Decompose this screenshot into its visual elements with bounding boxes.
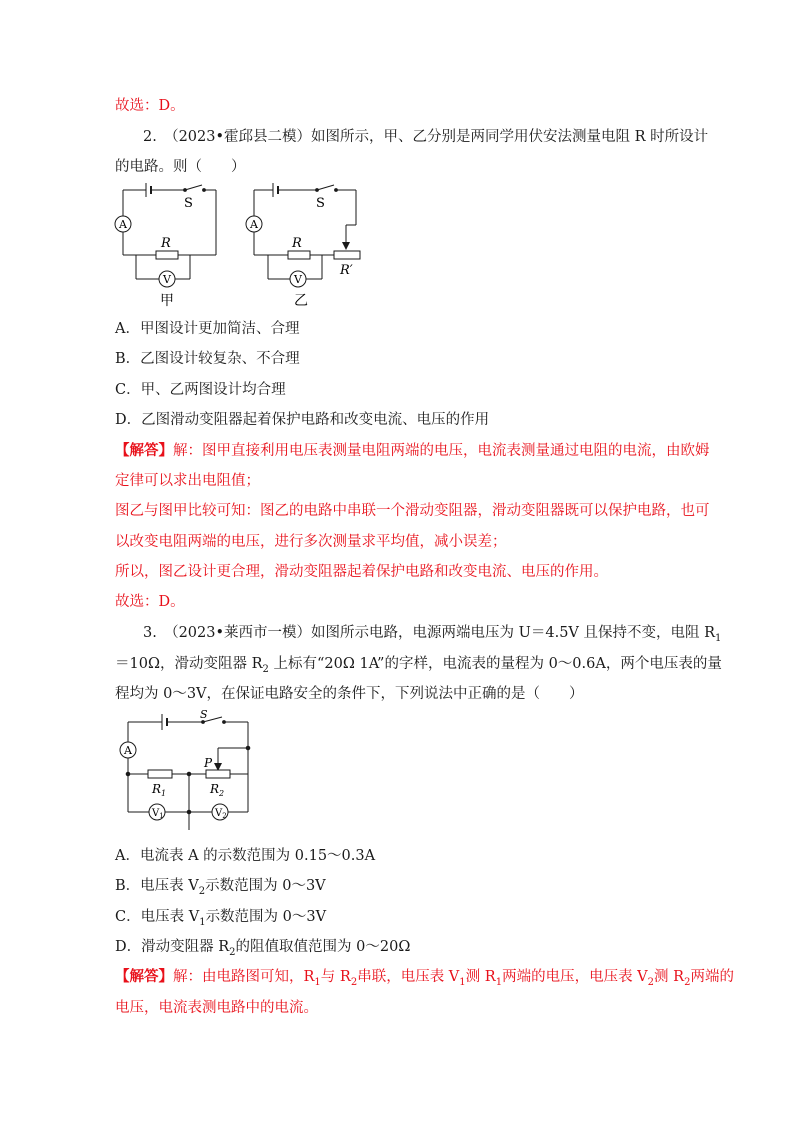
- q2-analysis-text1: 解：图甲直接利用电压表测量电阻两端的电压，电流表测量通过电阻的电流，由欧姆: [173, 443, 710, 459]
- q3-stem-line3: 程均为 0～3V，在保证电路安全的条件下，下列说法中正确的是（ ）: [115, 686, 584, 702]
- q2-fig1-ammeter-label: A: [119, 218, 127, 231]
- q3-analysis-line1: 【解答】解：由电路图可知，$R_1$与 $R_2$串联，电压表 $V_1$测 $R_1$两端的电压，电压表 $V_2$测 $R_2$两端的: [115, 968, 734, 988]
- q2-analysis-line2: 定律可以求出电阻值；: [115, 473, 260, 489]
- q2-analysis-line3: 图乙与图甲比较可知：图乙的电路中串联一个滑动变阻器，滑动变阻器既可以保护电路，也可: [115, 503, 710, 519]
- q3-option-b: B．电压表 $V_2$示数范围为 0～3V: [115, 878, 326, 897]
- q2-stem-line2: 的电路。则（ ）: [115, 159, 246, 175]
- q2-circuit-jia: [108, 180, 228, 310]
- q2-fig2-resistor-label: R: [292, 236, 302, 251]
- q2-analysis-tag: 【解答】: [115, 442, 173, 459]
- q3-stem-line1: 3. （2023•莱西市一模）如图所示电路，电源两端电压为 U＝4.5V 且保持不变，电阻 $R_1$: [143, 625, 722, 644]
- q2-fig1-caption: 甲: [160, 293, 174, 309]
- q2-fig1-voltmeter-label: V: [163, 273, 171, 286]
- prev-answer: 故选：D。: [115, 98, 185, 114]
- q3-fig-switch-label: S: [200, 708, 208, 721]
- q2-option-a: A．甲图设计更加简洁、合理: [115, 321, 300, 337]
- q2-fig2-switch-label: S: [316, 196, 325, 211]
- q2-fig2-ammeter-label: A: [250, 218, 258, 231]
- q3-option-d: D．滑动变阻器 $R_2$的阻值取值范围为 0～20Ω: [115, 939, 411, 958]
- q2-option-c: C．甲、乙两图设计均合理: [115, 382, 286, 398]
- q2-fig1-resistor-label: R: [161, 236, 171, 251]
- q2-analysis-line1: [115, 441, 710, 461]
- q3-analysis-line2: 电压，电流表测电路中的电流。: [115, 1000, 318, 1016]
- q2-answer: 故选：D。: [115, 594, 185, 610]
- q3-fig-v1-label: $V_1$: [152, 808, 164, 820]
- q2-circuit-yi: [240, 180, 370, 310]
- q3-option-a: A．电流表 A 的示数范围为 0.15～0.3A: [115, 848, 376, 864]
- q2-analysis-line5: 所以，图乙设计更合理，滑动变阻器起着保护电路和改变电流、电压的作用。: [115, 564, 608, 580]
- q2-fig2-voltmeter-label: V: [294, 273, 302, 286]
- q2-fig1-switch-label: S: [184, 196, 193, 211]
- q2-analysis-line4: 以改变电阻两端的电压，进行多次测量求平均值，减小误差；: [115, 534, 507, 550]
- q2-fig2-caption: 乙: [294, 293, 308, 309]
- q2-fig2-rheostat-label: R′: [340, 263, 353, 278]
- q3-fig-slider-label: P: [204, 756, 213, 770]
- q3-fig-ammeter-label: A: [124, 744, 132, 757]
- q3-fig-v2-label: $V_2$: [215, 808, 227, 820]
- q2-option-b: B．乙图设计较复杂、不合理: [115, 351, 300, 367]
- q3-fig-r1-label: $R_1$: [152, 782, 167, 798]
- q2-option-d: D．乙图滑动变阻器起着保护电路和改变电流、电压的作用: [115, 412, 490, 428]
- q3-fig-r2-label: $R_2$: [210, 782, 225, 798]
- q3-option-c: C．电压表 $V_1$示数范围为 0～3V: [115, 909, 327, 928]
- q3-circuit: [112, 708, 262, 833]
- q2-stem-line1: 2. （2023•霍邱县二模）如图所示，甲、乙分别是两同学用伏安法测量电阻 R 时所设计: [143, 129, 709, 145]
- q3-stem-line2: ＝10Ω，滑动变阻器 $R_2$ 上标有“20Ω 1A”的字样，电流表的量程为 0～0.6A，两个电压表的量: [115, 656, 722, 675]
- q3-analysis-tag: 【解答】: [115, 968, 173, 985]
